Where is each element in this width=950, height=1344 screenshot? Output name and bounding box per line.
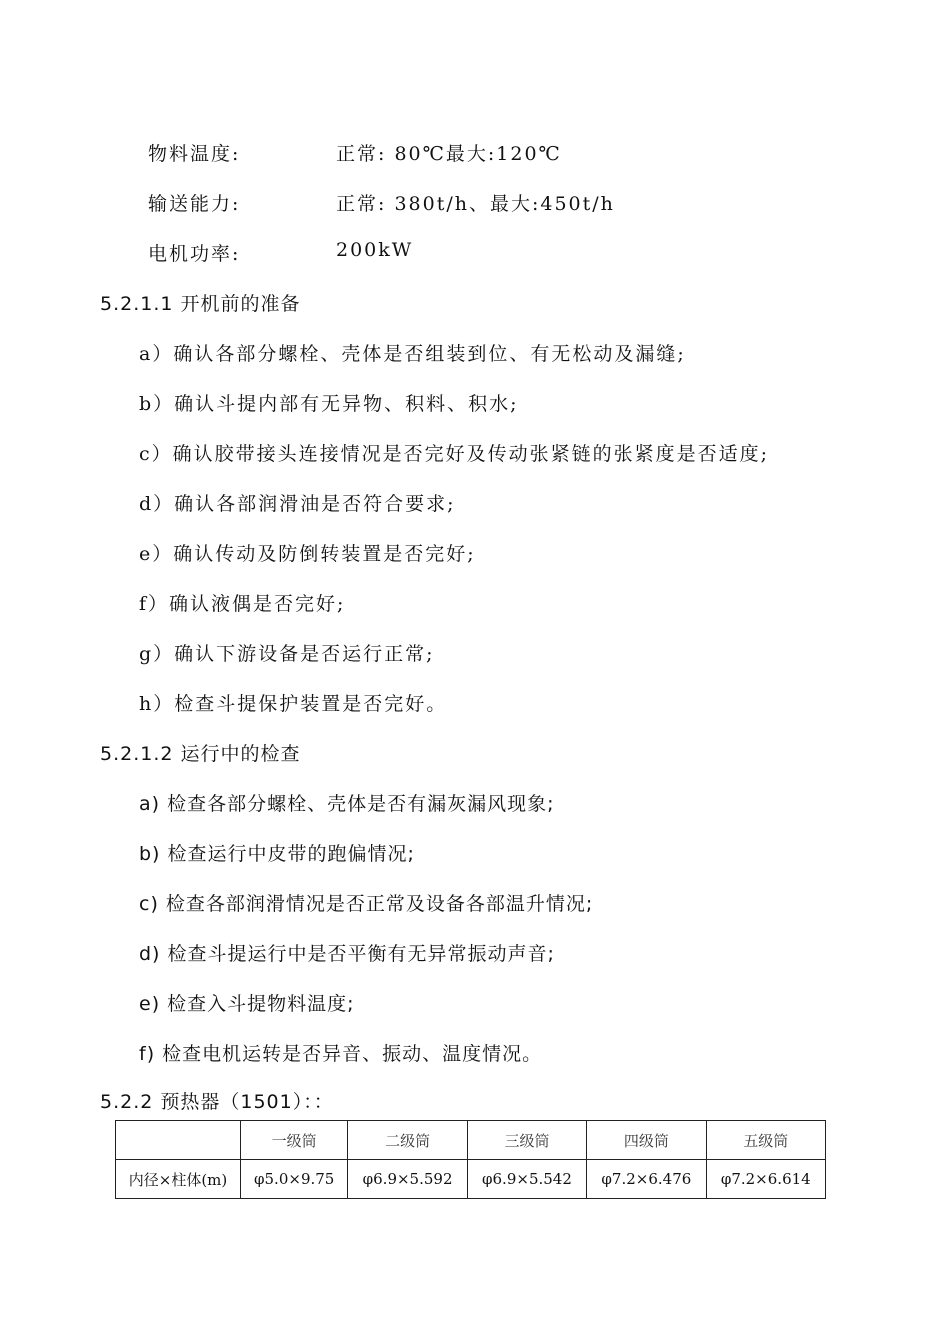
list-item: a）确认各部分螺栓、壳体是否组装到位、有无松动及漏缝; [139, 343, 686, 365]
spec-value: 200kW [336, 239, 414, 261]
list-item: c) 检查各部润滑情况是否正常及设备各部温升情况; [139, 893, 594, 915]
list-item: f) 检查电机运转是否异音、振动、温度情况。 [139, 1043, 543, 1065]
table-header-cell: 一级筒 [241, 1121, 348, 1160]
table-cell: 内径×柱体(m) [116, 1160, 241, 1199]
table-cell: φ7.2×6.614 [706, 1160, 825, 1199]
table-row [116, 1160, 826, 1199]
table-header-cell: 五级筒 [706, 1121, 825, 1160]
preheater-table [115, 1120, 826, 1199]
section-heading-running: 5.2.1.2 运行中的检查 [100, 743, 301, 765]
list-item: e）确认传动及防倒转装置是否完好; [139, 543, 476, 565]
table-header-row [116, 1121, 826, 1160]
spec-value: 正常: 80℃最大:120℃ [336, 143, 562, 165]
spec-label: 电机功率: [148, 243, 241, 265]
list-item: a) 检查各部分螺栓、壳体是否有漏灰漏风现象; [139, 793, 555, 815]
section-heading-prep: 5.2.1.1 开机前的准备 [100, 293, 301, 315]
table-header-cell: 二级筒 [348, 1121, 467, 1160]
spec-label: 物料温度: [148, 143, 241, 165]
list-item: d）确认各部润滑油是否符合要求; [139, 493, 456, 515]
list-item: b) 检查运行中皮带的跑偏情况; [139, 843, 415, 865]
list-item: g）确认下游设备是否运行正常; [139, 643, 435, 665]
list-item: f）确认液偶是否完好; [139, 593, 346, 615]
table-header-cell: 四级筒 [587, 1121, 706, 1160]
list-item: e) 检查入斗提物料温度; [139, 993, 355, 1015]
section-heading-preheater: 5.2.2 预热器（1501）：： [100, 1091, 334, 1113]
table-cell: φ5.0×9.75 [241, 1160, 348, 1199]
table-header-cell: 三级筒 [467, 1121, 586, 1160]
list-item: b）确认斗提内部有无异物、积料、积水; [139, 393, 519, 415]
table-cell: φ7.2×6.476 [587, 1160, 706, 1199]
list-item: c）确认胶带接头连接情况是否完好及传动张紧链的张紧度是否适度; [139, 443, 770, 465]
spec-value: 正常: 380t/h、最大:450t/h [336, 193, 615, 215]
table-header-cell [116, 1121, 241, 1160]
spec-label: 输送能力: [148, 193, 241, 215]
table-cell: φ6.9×5.592 [348, 1160, 467, 1199]
list-item: h）检查斗提保护装置是否完好。 [139, 693, 448, 715]
table-cell: φ6.9×5.542 [467, 1160, 586, 1199]
list-item: d) 检查斗提运行中是否平衡有无异常振动声音; [139, 943, 555, 965]
